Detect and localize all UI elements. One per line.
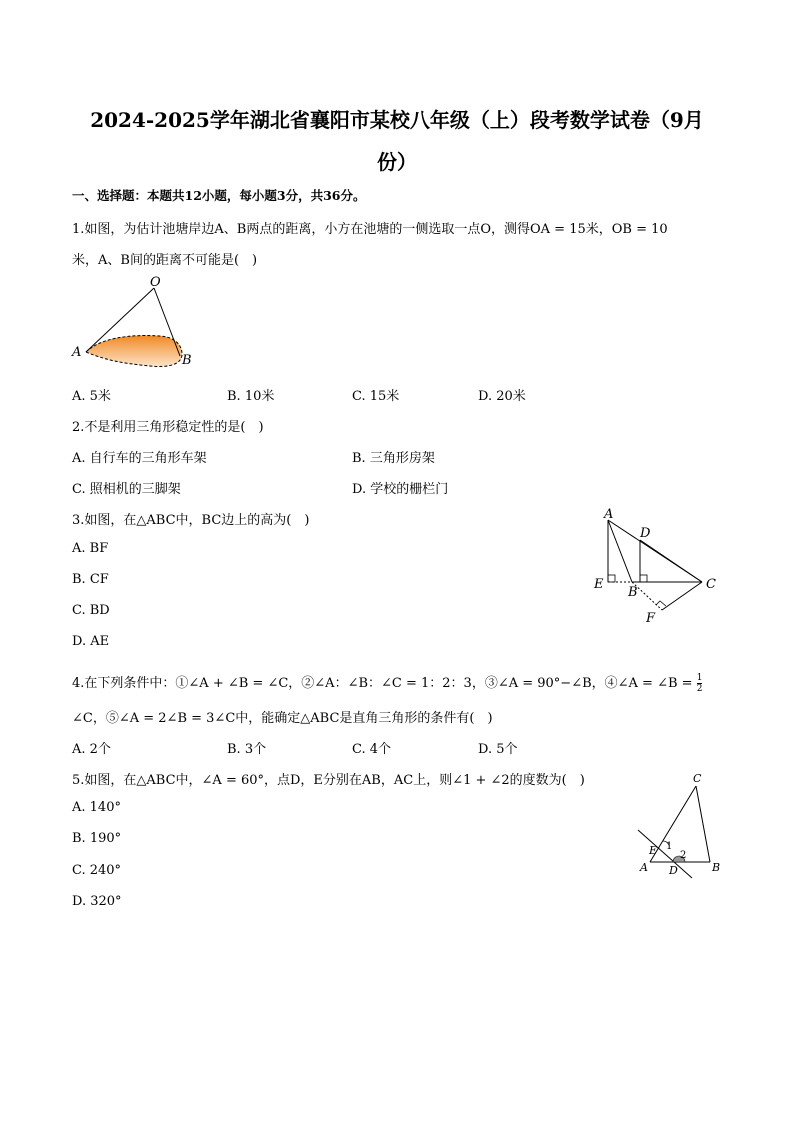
label-e: E: [649, 844, 658, 857]
q4-fraction-numerator: 1: [696, 673, 703, 683]
q1-stem-line2: 米，A、B间的距离不可能是( ): [72, 253, 258, 268]
section-heading: 一、选择题：本题共12小题，每小题3分，共36分。: [72, 188, 366, 203]
label-a: A: [640, 861, 648, 874]
q4-fraction-denominator: 2: [696, 684, 703, 694]
label-c: C: [693, 772, 702, 785]
q4-option-d[interactable]: D. 5个: [478, 742, 518, 757]
q5-option-b[interactable]: B. 190°: [72, 831, 122, 846]
q2-option-b[interactable]: B. 三角形房架: [352, 451, 435, 466]
q3-stem: 3.如图，在△ABC中，BC边上的高为( ): [72, 513, 310, 528]
q1-option-b[interactable]: B. 10米: [227, 389, 275, 404]
q5-triangle-figure: [636, 770, 726, 880]
q4-option-c[interactable]: C. 4个: [352, 742, 392, 757]
label-angle-2: 2: [680, 850, 687, 861]
label-a: A: [72, 345, 82, 360]
q4-stem-line1: [72, 672, 702, 694]
label-d: D: [669, 864, 678, 877]
q1-pond-figure: [70, 276, 210, 376]
label-f: F: [646, 611, 656, 626]
q2-option-d[interactable]: D. 学校的栅栏门: [352, 482, 449, 497]
q1-option-d[interactable]: D. 20米: [478, 389, 526, 404]
label-b: B: [628, 585, 638, 600]
label-a: A: [604, 507, 614, 522]
q3-option-d[interactable]: D. AE: [72, 634, 110, 649]
label-d: D: [640, 526, 651, 541]
q4-fraction: [697, 673, 703, 694]
q2-stem: 2.不是利用三角形稳定性的是( ): [72, 420, 264, 435]
q1-stem-line1: 1.如图，为估计池塘岸边A、B两点的距离，小方在池塘的一侧选取一点O，测得OA = 15米，OB = 10: [72, 222, 668, 237]
q5-option-d[interactable]: D. 320°: [72, 894, 122, 909]
q5-option-a[interactable]: A. 140°: [72, 800, 121, 815]
q4-option-b[interactable]: B. 3个: [227, 742, 267, 757]
label-o: O: [150, 275, 161, 290]
label-e: E: [594, 577, 604, 592]
q2-option-a[interactable]: A. 自行车的三角形车架: [72, 451, 207, 466]
pond-shape: [86, 336, 182, 367]
q3-option-c[interactable]: C. BD: [72, 603, 110, 618]
q5-stem: 5.如图，在△ABC中，∠A = 60°，点D，E分别在AB，AC上，则∠1 + ∠2的度数为( ): [72, 773, 585, 788]
q1-option-c[interactable]: C. 15米: [352, 389, 400, 404]
q3-option-a[interactable]: A. BF: [72, 541, 109, 556]
q3-option-b[interactable]: B. CF: [72, 572, 109, 587]
label-angle-1: 1: [666, 841, 673, 852]
q4-option-a[interactable]: A. 2个: [72, 742, 111, 757]
q1-option-a[interactable]: A. 5米: [72, 389, 111, 404]
label-b: B: [182, 353, 192, 368]
label-b: B: [712, 861, 721, 874]
q2-option-c[interactable]: C. 照相机的三脚架: [72, 482, 181, 497]
q4-stem-line2: ∠C，⑤∠A = 2∠B = 3∠C中，能确定△ABC是直角三角形的条件有( ): [72, 711, 493, 726]
q5-option-c[interactable]: C. 240°: [72, 863, 122, 878]
label-c: C: [706, 577, 716, 592]
q3-triangle-figure: [590, 508, 725, 628]
exam-title-line1: 2024-2025学年湖北省襄阳市某校八年级（上）段考数学试卷（9月: [90, 108, 704, 132]
exam-title-line2: 份）: [377, 150, 417, 174]
q4-stem-line1-text: 4.在下列条件中：①∠A + ∠B = ∠C，②∠A：∠B：∠C = 1：2：3，③∠A = 90°−∠B，④∠A = ∠B =: [72, 676, 693, 691]
